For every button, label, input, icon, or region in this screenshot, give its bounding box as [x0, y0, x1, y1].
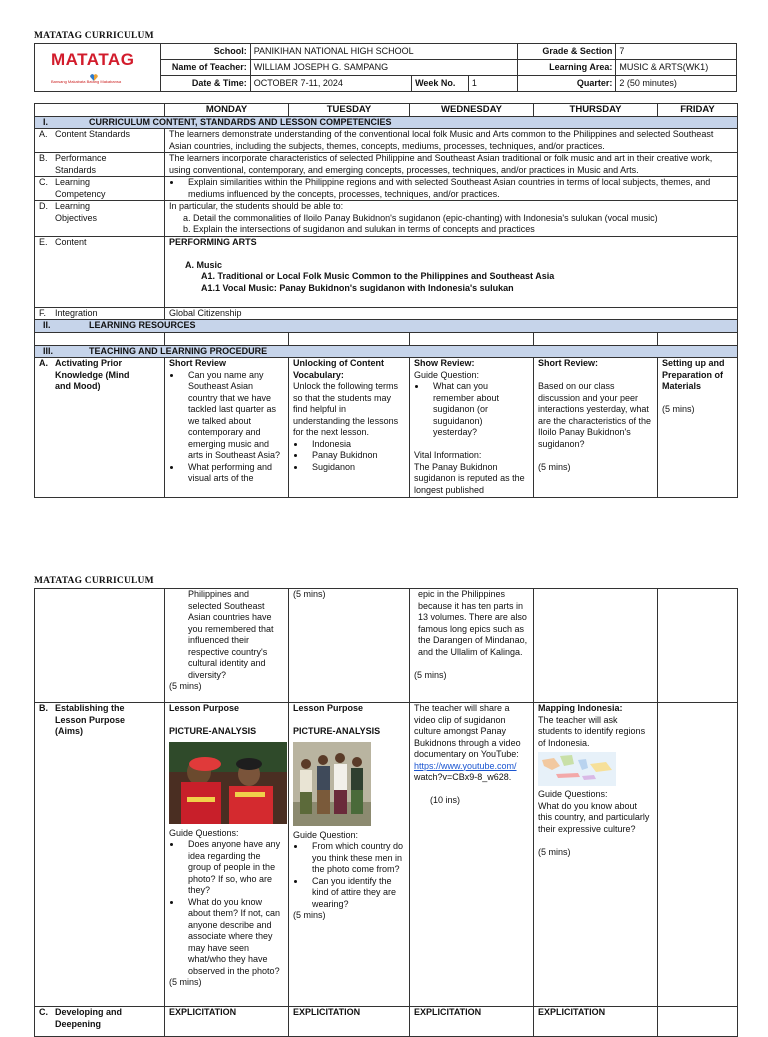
continuation-thursday [534, 589, 658, 703]
header-table [34, 43, 737, 92]
developing-tuesday: EXPLICITATION [289, 1007, 410, 1037]
curriculum-label: MATATAG CURRICULUM [34, 31, 154, 41]
row-activating-label: A. Activating Prior Knowledge (Mind and Mood) [35, 358, 165, 498]
row-performance-standards-label: B. Performance Standards [35, 153, 165, 177]
establishing-tuesday: Lesson Purpose PICTURE-ANALYSIS Guide Question: • From which country do you think these men in the photo come from? • Can you identify the kind of attire they are wearing? (5 mins) [289, 703, 410, 1007]
developing-monday: EXPLICITATION [165, 1007, 289, 1037]
quarter-label: Quarter: [517, 76, 616, 92]
indonesian-men-photo [293, 742, 371, 826]
continuation-monday: Philippines and selected Southeast Asian countries have you remembered that influenced their respective country's cultural identity and diversity? (5 mins) [165, 589, 289, 703]
resources-cell [289, 332, 410, 345]
objective-item: b. Explain the intersections of sugidanon and sulukan in terms of concepts and practices [193, 224, 733, 236]
youtube-link[interactable]: https://www.youtube.com/ [414, 760, 517, 771]
activating-tuesday: Unlocking of Content Vocabulary: Unlock the following terms so that the students may find helpful in understanding the lessons for the next lesson. • Indonesia • Panay Bukidnon • Sugidanon [289, 358, 410, 498]
day-friday: FRIDAY [658, 104, 738, 117]
grade-value: 7 [616, 44, 737, 60]
lesson-table-page1 [34, 103, 738, 498]
area-value: MUSIC & ARTS(WK1) [616, 60, 737, 76]
day-corner [35, 104, 165, 117]
area-label: Learning Area: [517, 60, 616, 76]
establishing-friday [658, 703, 738, 1007]
school-label: School: [161, 44, 251, 60]
logo-tagline: Bansang Makabata Batang Makabansa [51, 78, 122, 84]
establishing-thursday: Mapping Indonesia: The teacher will ask students to identify regions of Indonesia. Guide Questions: What do you know about this country, and particularly their expressive culture? (5 mins) [534, 703, 658, 1007]
continuation-friday [658, 589, 738, 703]
establishing-wednesday: The teacher will share a video clip of sugidanon culture amongst Panay Bukidnons through a video documentary on YouTube: https://www.youtube.com/ watch?v=CBx9-8_w628. (10 ins) [410, 703, 534, 1007]
activating-monday: Short Review • Can you name any Southeast Asian country that we have tackled last quarter as we talked about contemporary and emerging music and arts in Southeast Asia? • What performing and visual arts of the [165, 358, 289, 498]
matatag-logo [35, 45, 160, 91]
teacher-label: Name of Teacher: [161, 60, 251, 76]
integration-text: Global Citizenship [165, 307, 738, 320]
row-integration-label: F. Integration [35, 307, 165, 320]
competency-text: • Explain similarities within the Philippine regions and with selected Southeast Asian countries in terms of local subjects, themes, and mediums influenced by the concepts, processes, techniques, and/or practices. [165, 177, 738, 201]
school-value: PANIKIHAN NATIONAL HIGH SCHOOL [250, 44, 517, 60]
quarter-value: 2 (50 minutes) [616, 76, 737, 92]
section-i-header: I. CURRICULUM CONTENT, STANDARDS AND LESSON COMPETENCIES [35, 116, 738, 129]
resources-cell [658, 332, 738, 345]
day-thursday: THURSDAY [534, 104, 658, 117]
grade-label: Grade & Section [517, 44, 616, 60]
row-establishing-label: B. Establishing the Lesson Purpose (Aims) [35, 703, 165, 1007]
section-ii-header: II. LEARNING RESOURCES [35, 320, 738, 333]
date-label: Date & Time: [161, 76, 251, 92]
content-standards-text: The learners demonstrate understanding of the conventional local folk Music and Arts common to the Philippines and selected Southeast Asian countries, including the subjects, themes, concepts, mediums, processes, techniques, and/or practices. [165, 129, 738, 153]
activating-thursday: Short Review: Based on our class discussion and your peer interactions yesterday, what are the characteristics of the Iloilo Panay Bukidnon's sugidanon? (5 mins) [534, 358, 658, 498]
resources-cell [35, 332, 165, 345]
logo-cell [35, 44, 161, 92]
panay-bukidnon-photo [169, 742, 287, 824]
resources-cell [534, 332, 658, 345]
resources-cell [410, 332, 534, 345]
indonesia-map [538, 752, 616, 786]
objective-item: a. Detail the commonalities of Iloilo Panay Bukidnon's sugidanon (epic-chanting) with Indonesia's sulukan (vocal music) [193, 213, 733, 225]
lesson-table-page2 [34, 588, 738, 1037]
row-competency-label: C. Learning Competency [35, 177, 165, 201]
week-value: 1 [468, 76, 517, 92]
objectives-text: In particular, the students should be able to: a. Detail the commonalities of Iloilo Panay Bukidnon's sugidanon (epic-chanting) with Indonesia's sulukan (vocal music) b. Explain the intersections of sugidanon and sulukan in terms of concepts and practices [165, 201, 738, 237]
content-text: PERFORMING ARTS A. Music A1. Traditional or Local Folk Music Common to the Philippines and Southeast Asia A1.1 Vocal Music: Panay Bukidnon's sugidanon with Indonesia's sulukan [165, 236, 738, 307]
day-monday: MONDAY [165, 104, 289, 117]
row-objectives-label: D. Learning Objectives [35, 201, 165, 237]
date-value: OCTOBER 7-11, 2024 [250, 76, 411, 92]
activating-wednesday: Show Review: Guide Question: • What can you remember about sugidanon (or suguidanon) yesterday? Vital Information: The Panay Bukidnon sugidanon is reputed as the longest published [410, 358, 534, 498]
row-developing-label: C. Developing and Deepening [35, 1007, 165, 1037]
row-content-label: E. Content [35, 236, 165, 307]
activating-friday: Setting up and Preparation of Materials (5 mins) [658, 358, 738, 498]
resources-cell [165, 332, 289, 345]
teacher-value: WILLIAM JOSEPH G. SAMPANG [250, 60, 517, 76]
section-iii-header: III. TEACHING AND LEARNING PROCEDURE [35, 345, 738, 358]
continuation-tuesday: (5 mins) [289, 589, 410, 703]
performance-standards-text: The learners incorporate characteristics of selected Philippine and Southeast Asian traditional or folk music and art in their creative work, using conventional, contemporary, and emerging concepts, processes, techniques, and/or practices in Music and Arts. [165, 153, 738, 177]
developing-thursday: EXPLICITATION [534, 1007, 658, 1037]
row-content-standards-label: A. Content Standards [35, 129, 165, 153]
logo-wordmark: MATATAG [51, 49, 135, 69]
continuation-label [35, 589, 165, 703]
day-wednesday: WEDNESDAY [410, 104, 534, 117]
curriculum-label-page2: MATATAG CURRICULUM [34, 576, 154, 586]
week-label: Week No. [412, 76, 469, 92]
developing-wednesday: EXPLICITATION [410, 1007, 534, 1037]
developing-friday [658, 1007, 738, 1037]
establishing-monday: Lesson Purpose PICTURE-ANALYSIS Guide Questions: • Does anyone have any idea regarding the group of people in the photo? If so, who are they? • What do you know about them? If not, can anyone describe and associate where they may have seen what/who they have observed in the photo? (5 mins) [165, 703, 289, 1007]
day-tuesday: TUESDAY [289, 104, 410, 117]
continuation-wednesday: epic in the Philippines because it has ten parts in 13 volumes. There are also famous long epics such as the Darangen of Mindanao, and the Ullalim of Kalinga. (5 mins) [410, 589, 534, 703]
